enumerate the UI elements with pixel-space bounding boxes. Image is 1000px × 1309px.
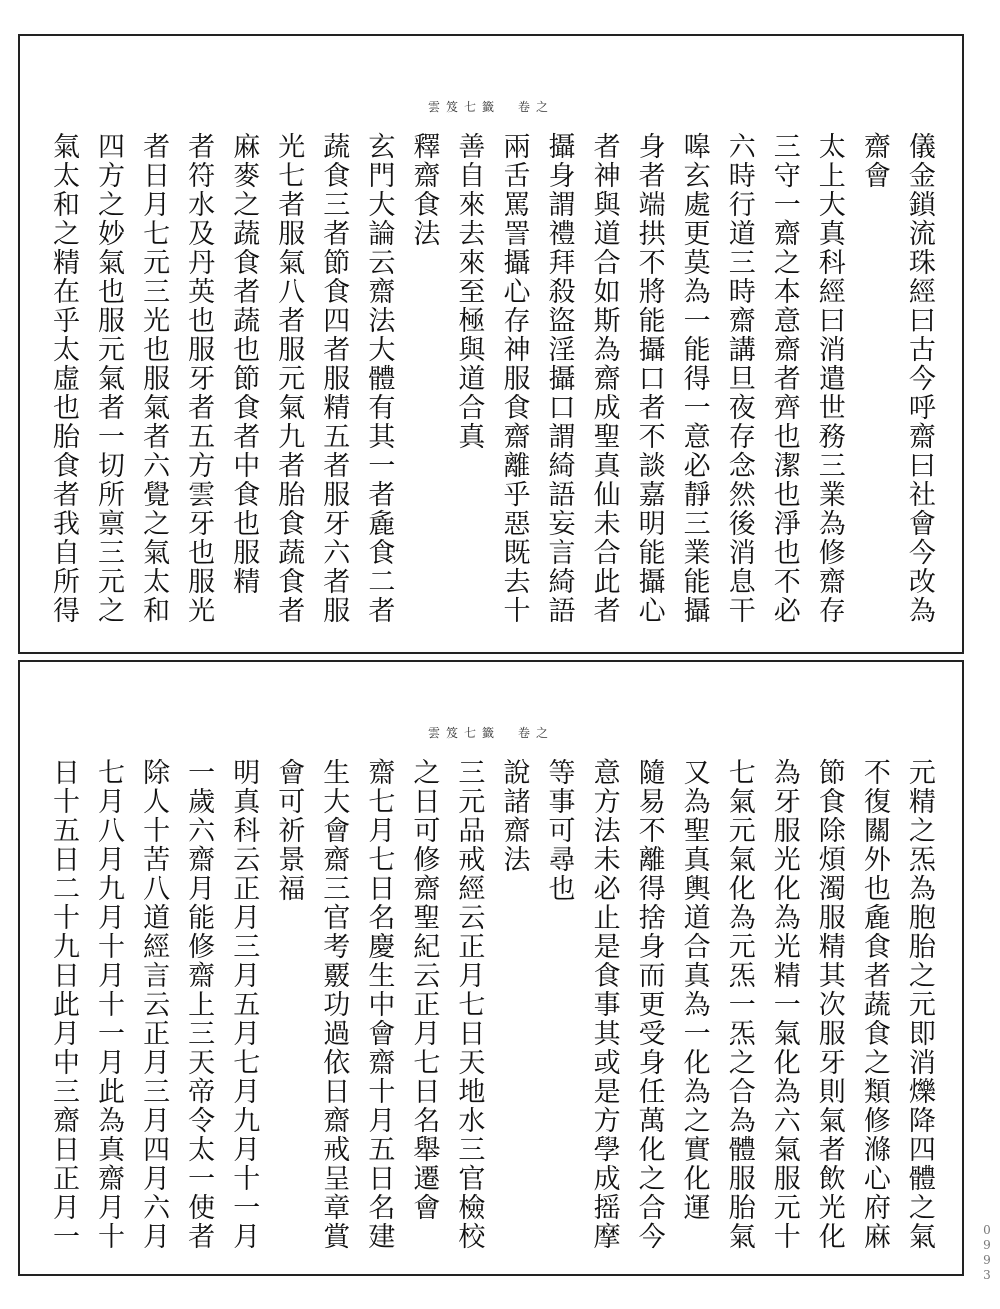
text-column: 隨易不離得捨身而更受身任萬化之合今	[633, 758, 665, 1251]
text-column: 者神與道合如斯為齋成聖真仙未合此者	[588, 132, 620, 625]
bottom-text-columns	[44, 758, 938, 1256]
page-side-number: 0993	[980, 1223, 994, 1283]
text-column: 嗥玄處更莫為一能得一意必靜三業能攝	[678, 132, 710, 625]
text-column: 生大會齋三官考覈功過依日齋戒呈章賞	[318, 758, 350, 1251]
text-column: 又為聖真輿道合真為一化為之實化運	[678, 758, 710, 1222]
text-column: 元精之炁為胞胎之元即消爍降四體之氣	[903, 758, 935, 1251]
text-column: 儀金鎖流珠經曰古今呼齋曰社會今改為	[903, 132, 935, 625]
text-column: 齋會	[858, 132, 890, 190]
text-column: 一歲六齋月能修齋上三天帝令太一使者	[183, 758, 215, 1251]
text-column: 日十五日二十九日此月中三齋日正月一	[48, 758, 79, 1251]
text-column: 為牙服光化為光精一氣化為六氣服元十	[768, 758, 800, 1251]
text-column: 麻麥之蔬食者蔬也節食者中食也服精	[228, 132, 260, 596]
text-column: 兩舌罵詈攝心存神服食齋離乎惡既去十	[498, 132, 530, 625]
text-column: 者日月七元三光也服氣者六覺之氣太和	[138, 132, 170, 625]
text-column: 之日可修齋聖紀云正月七日名舉遷會	[408, 758, 440, 1222]
bottom-page-header: 雲笈七籤 卷之	[427, 726, 554, 740]
text-column: 等事可尋也	[543, 758, 575, 903]
text-column: 三元品戒經云正月七日天地水三官檢校	[453, 758, 485, 1251]
text-column: 節食除煩濁服精其次服牙則氣者飲光化	[813, 758, 845, 1251]
text-column: 意方法未必止是食事其或是方學成摇摩	[588, 758, 620, 1251]
text-column: 氣太和之精在乎太虛也胎食者我自所得	[48, 132, 79, 625]
text-column: 除人十苦八道經言云正月三月四月六月	[138, 758, 170, 1251]
text-column: 七月八月九月十月十一月此為真齋月十	[93, 758, 125, 1251]
text-column: 說諸齋法	[498, 758, 530, 874]
text-column: 釋齋食法	[408, 132, 440, 248]
text-column: 三守一齋之本意齋者齊也潔也淨也不必	[768, 132, 800, 625]
text-column: 光七者服氣八者服元氣九者胎食蔬食者	[273, 132, 305, 625]
bottom-page-panel	[18, 660, 964, 1276]
text-column: 四方之妙氣也服元氣者一切所禀三元之	[93, 132, 125, 625]
top-page-panel	[18, 34, 964, 654]
text-column: 七氣元氣化為元炁一炁之合為體服胎氣	[723, 758, 755, 1251]
text-column: 攝身謂禮拜殺盜淫攝口謂綺語妄言綺語	[543, 132, 575, 625]
text-column: 太上大真科經曰消遣世務三業為修齋存	[813, 132, 845, 625]
text-column: 六時行道三時齋講旦夜存念然後消息干	[723, 132, 755, 625]
top-text-columns	[44, 132, 938, 634]
text-column: 身者端拱不將能攝口者不談嘉明能攝心	[633, 132, 665, 625]
text-column: 會可祈景福	[273, 758, 305, 903]
text-column: 者符水及丹英也服牙者五方雲牙也服光	[183, 132, 215, 625]
text-column: 不復關外也麁食者蔬食之類修滌心府麻	[858, 758, 890, 1251]
text-column: 齋七月七日名慶生中會齋十月五日名建	[363, 758, 395, 1251]
text-column: 善自來去來至極與道合真	[453, 132, 485, 451]
top-page-header: 雲笈七籤 卷之	[427, 100, 554, 114]
text-column: 明真科云正月三月五月七月九月十一月	[228, 758, 260, 1251]
text-column: 玄門大論云齋法大體有其一者麁食二者	[363, 132, 395, 625]
text-column: 蔬食三者節食四者服精五者服牙六者服	[318, 132, 350, 625]
